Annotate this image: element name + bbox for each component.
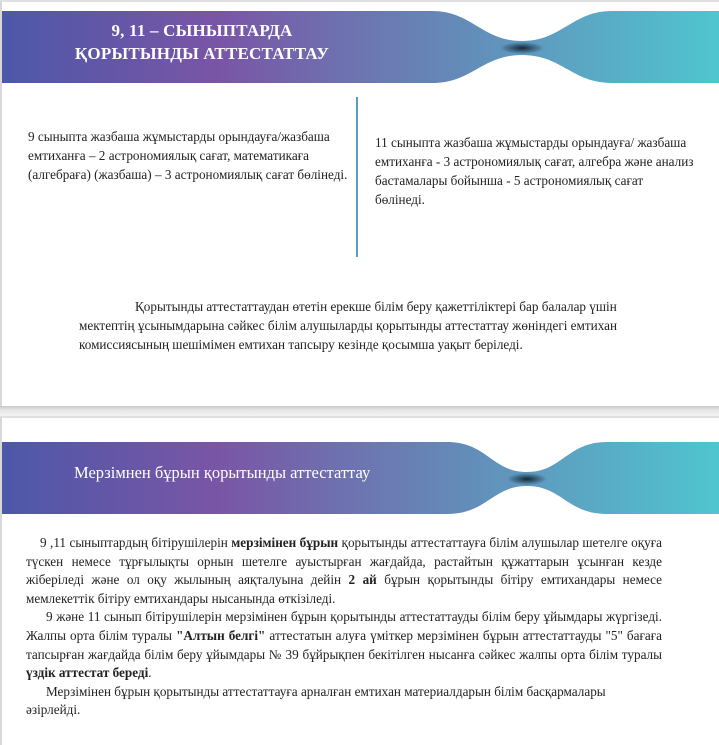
slide-title: Мерзімнен бұрын қорытынды аттестаттау [74, 463, 371, 482]
grade-11-text: 11 сыныпта жазбаша жұмыстарды орындауға/ жазбаша емтиханға - 3 астрономиялық сағат, алгебра және анализ бастамалары бойынша - 5 астрономиялық сағат бөлінеді. [375, 135, 694, 207]
slide-title-line-1: 9, 11 – СЫНЫПТАРДА [111, 21, 293, 40]
slide-title-line-2: ҚОРЫТЫНДЫ АТТЕСТАТТАУ [74, 44, 330, 63]
title-banner [2, 11, 719, 83]
slide-title [2, 19, 402, 65]
grade-9-text: 9 сыныпта жазбаша жұмыстарды орындауға/жазбаша емтиханға – 2 астрономиялық сағат, математикаға (алгебраға) (жазбаша) – 3 астрономиялық сағат бөлінеді. [28, 129, 348, 182]
column-divider [356, 97, 358, 257]
paragraph-2: 9 және 11 сынып бітірушілерін мерзімінен бұрын қорытынды аттестаттауды білім беру ұйымдары жүргізеді. Жалпы орта білім туралы "Алтын белгі" аттестатын алуға үміткер мерзімінен бұрын аттестаттауды "5" бағаға тапсырған жағдайда білім беру ұйымдары № 39 бұйрықпен бекітілген нысанға сәйкес жалпы орта білім туралы үздік аттестат береді. [26, 609, 663, 681]
slide-separator [0, 406, 719, 416]
slide-early-attestation [0, 416, 719, 745]
paragraph-3: Мерзімінен бұрын қорытынды аттестаттауға арналған емтихан материалдарын білім басқармалары әзірлейді. [26, 683, 606, 718]
title-banner [2, 442, 719, 514]
early-attestation-body [26, 534, 662, 720]
paragraph-1: 9 ,11 сыныптардың бітірушілерін мерзімінен бұрын қорытынды аттестаттауға білім алушылар шетелге оқуға түскен немесе тұрғылықты орнын шетелге ауыстырған жағдайда, растайтын құжаттарын ұсынған кезде жіберіледі және ол оқу жылының аяқталуына дейін 2 ай бұрын қорытынды бітіру емтихандары немесе мемлекеттік бітіру емтихандары нысанында өткізіледі. [26, 535, 662, 606]
special-needs-paragraph: Қорытынды аттестаттаудан өтетін ерекше білім беру қажеттіліктері бар балалар үшін мектептің ұсынымдарына сәйкес білім алушыларды қорытынды аттестаттау жөніндегі емтихан комиссиясының шешімімен емтихан тапсыру кезінде қосымша уақыт беріледі. [79, 299, 618, 352]
